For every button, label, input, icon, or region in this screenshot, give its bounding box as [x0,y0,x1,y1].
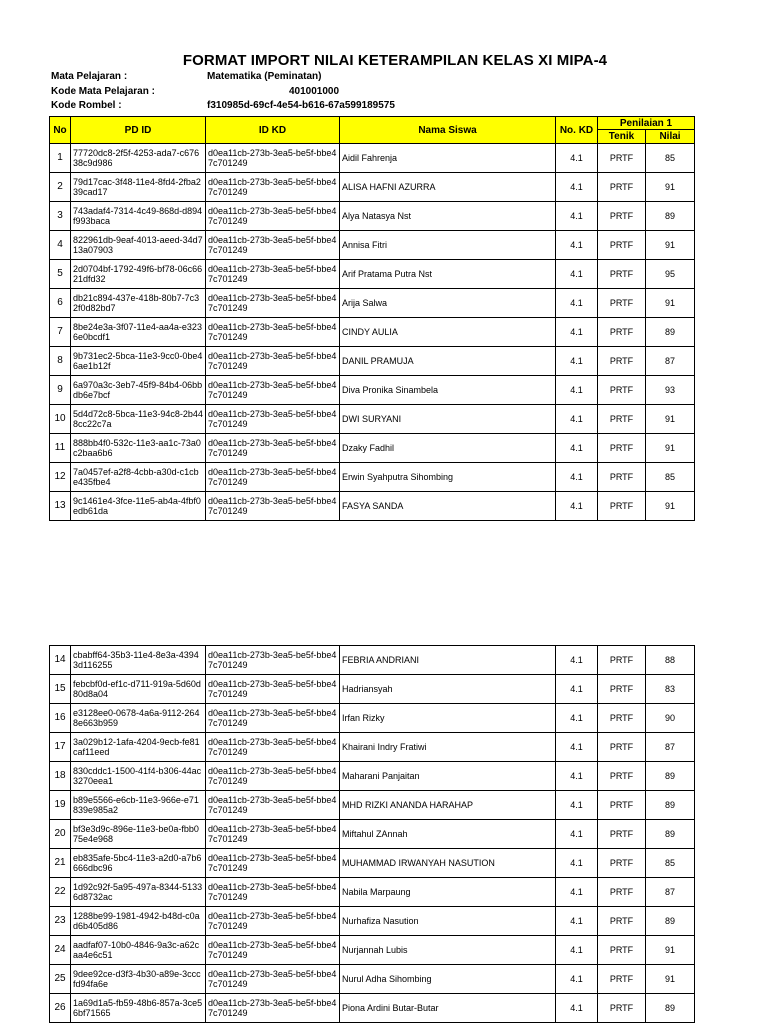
row-id-kd: d0ea11cb-273b-3ea5-be5f-bbe47c701249 [206,144,340,173]
row-id-kd: d0ea11cb-273b-3ea5-be5f-bbe47c701249 [206,646,340,675]
row-nilai: 91 [646,936,695,965]
row-nama-siswa: CINDY AULIA [340,318,556,347]
table-row [50,289,695,318]
row-teknik: PRTF [598,347,646,376]
table-row [50,878,695,907]
row-id-kd: d0ea11cb-273b-3ea5-be5f-bbe47c701249 [206,318,340,347]
row-id-kd: d0ea11cb-273b-3ea5-be5f-bbe47c701249 [206,173,340,202]
row-no-kd: 4.1 [556,762,598,791]
row-id-kd: d0ea11cb-273b-3ea5-be5f-bbe47c701249 [206,202,340,231]
row-no: 17 [50,733,71,762]
row-nama-siswa: Nurhafiza Nasution [340,907,556,936]
row-nilai: 91 [646,173,695,202]
row-nama-siswa: MUHAMMAD IRWANYAH NASUTION [340,849,556,878]
row-id-kd: d0ea11cb-273b-3ea5-be5f-bbe47c701249 [206,791,340,820]
header-no-kd: No. KD [556,117,598,144]
row-no-kd: 4.1 [556,260,598,289]
row-no: 11 [50,434,71,463]
table-row [50,173,695,202]
header-id-kd: ID KD [206,117,340,144]
row-nilai: 89 [646,202,695,231]
row-no-kd: 4.1 [556,289,598,318]
row-id-kd: d0ea11cb-273b-3ea5-be5f-bbe47c701249 [206,289,340,318]
row-no-kd: 4.1 [556,463,598,492]
row-teknik: PRTF [598,675,646,704]
table-row [50,907,695,936]
table-row [50,733,695,762]
row-pd-id: 743adaf4-7314-4c49-868d-d894f993baca [71,202,206,231]
row-pd-id: 830cddc1-1500-41f4-b306-44ac3270eea1 [71,762,206,791]
row-pd-id: cbabff64-35b3-11e4-8e3a-43943d116255 [71,646,206,675]
header-nilai: Nilai [646,130,695,144]
row-nilai: 91 [646,965,695,994]
row-teknik: PRTF [598,907,646,936]
row-teknik: PRTF [598,646,646,675]
row-no: 26 [50,994,71,1023]
row-no: 8 [50,347,71,376]
row-pd-id: 7a0457ef-a2f8-4cbb-a30d-c1cbe435fbe4 [71,463,206,492]
row-nama-siswa: Arija Salwa [340,289,556,318]
row-nilai: 89 [646,820,695,849]
row-teknik: PRTF [598,202,646,231]
row-no: 21 [50,849,71,878]
table-row [50,492,695,521]
row-id-kd: d0ea11cb-273b-3ea5-be5f-bbe47c701249 [206,675,340,704]
row-pd-id: 1a69d1a5-fb59-48b6-857a-3ce56bf71565 [71,994,206,1023]
grades-table-page-2 [49,645,695,1023]
table-row [50,791,695,820]
row-id-kd: d0ea11cb-273b-3ea5-be5f-bbe47c701249 [206,878,340,907]
row-pd-id: 9b731ec2-5bca-11e3-9cc0-0be46ae1b12f [71,347,206,376]
row-no: 6 [50,289,71,318]
row-nilai: 91 [646,231,695,260]
kode-rombel-label: Kode Rombel : [51,100,122,111]
row-no: 12 [50,463,71,492]
row-nama-siswa: Aidil Fahrenja [340,144,556,173]
row-teknik: PRTF [598,994,646,1023]
row-id-kd: d0ea11cb-273b-3ea5-be5f-bbe47c701249 [206,965,340,994]
row-teknik: PRTF [598,733,646,762]
row-id-kd: d0ea11cb-273b-3ea5-be5f-bbe47c701249 [206,376,340,405]
row-pd-id: 9dee92ce-d3f3-4b30-a89e-3cccfd94fa6e [71,965,206,994]
row-teknik: PRTF [598,463,646,492]
row-nama-siswa: FASYA SANDA [340,492,556,521]
row-id-kd: d0ea11cb-273b-3ea5-be5f-bbe47c701249 [206,463,340,492]
row-nilai: 87 [646,347,695,376]
row-teknik: PRTF [598,434,646,463]
row-pd-id: 3a029b12-1afa-4204-9ecb-fe81caf11eed [71,733,206,762]
row-nilai: 90 [646,704,695,733]
row-nama-siswa: Arif Pratama Putra Nst [340,260,556,289]
row-nama-siswa: Maharani Panjaitan [340,762,556,791]
row-nilai: 85 [646,463,695,492]
kode-mapel-value: 401001000 [289,86,340,97]
row-no-kd: 4.1 [556,675,598,704]
row-no: 15 [50,675,71,704]
row-nilai: 87 [646,878,695,907]
row-pd-id: 77720dc8-2f5f-4253-ada7-c67638c9d986 [71,144,206,173]
row-no-kd: 4.1 [556,849,598,878]
row-nama-siswa: Khairani Indry Fratiwi [340,733,556,762]
row-no-kd: 4.1 [556,994,598,1023]
table-row [50,434,695,463]
row-nilai: 91 [646,405,695,434]
row-nama-siswa: Irfan Rizky [340,704,556,733]
row-no: 23 [50,907,71,936]
row-no-kd: 4.1 [556,936,598,965]
row-id-kd: d0ea11cb-273b-3ea5-be5f-bbe47c701249 [206,733,340,762]
page-title: FORMAT IMPORT NILAI KETERAMPILAN KELAS XI MIPA-4 [182,52,608,69]
row-nama-siswa: MHD RIZKI ANANDA HARAHAP [340,791,556,820]
row-no: 1 [50,144,71,173]
row-nama-siswa: Hadriansyah [340,675,556,704]
row-nilai: 85 [646,144,695,173]
row-no: 9 [50,376,71,405]
row-no-kd: 4.1 [556,791,598,820]
row-nilai: 89 [646,762,695,791]
mapel-value: Matematika (Peminatan) [207,71,322,82]
row-teknik: PRTF [598,405,646,434]
row-nama-siswa: Nabila Marpaung [340,878,556,907]
table-row [50,762,695,791]
row-no-kd: 4.1 [556,907,598,936]
row-no-kd: 4.1 [556,144,598,173]
row-nilai: 89 [646,994,695,1023]
row-nama-siswa: ALISA HAFNI AZURRA [340,173,556,202]
mapel-label: Mata Pelajaran : [51,71,128,82]
row-teknik: PRTF [598,936,646,965]
row-nama-siswa: Nurul Adha Sihombing [340,965,556,994]
row-no: 14 [50,646,71,675]
row-no: 24 [50,936,71,965]
row-teknik: PRTF [598,849,646,878]
table-row [50,704,695,733]
row-teknik: PRTF [598,173,646,202]
row-no: 20 [50,820,71,849]
table-row [50,646,695,675]
row-teknik: PRTF [598,231,646,260]
row-no: 25 [50,965,71,994]
header-penilaian: Penilaian 1 [598,117,695,130]
table-row [50,144,695,173]
row-no-kd: 4.1 [556,965,598,994]
row-nilai: 91 [646,434,695,463]
row-nama-siswa: DWI SURYANI [340,405,556,434]
table-row [50,936,695,965]
row-nilai: 87 [646,733,695,762]
row-nama-siswa: Erwin Syahputra Sihombing [340,463,556,492]
row-no-kd: 4.1 [556,318,598,347]
row-nilai: 91 [646,289,695,318]
row-no: 18 [50,762,71,791]
row-nilai: 89 [646,318,695,347]
table-row [50,376,695,405]
row-nama-siswa: DANIL PRAMUJA [340,347,556,376]
table-row [50,260,695,289]
table-row [50,675,695,704]
row-pd-id: 5d4d72c8-5bca-11e3-94c8-2b448cc22c7a [71,405,206,434]
row-no-kd: 4.1 [556,646,598,675]
row-pd-id: bf3e3d9c-896e-11e3-be0a-fbb075e4e968 [71,820,206,849]
row-pd-id: 888bb4f0-532c-11e3-aa1c-73a0c2baa6b6 [71,434,206,463]
row-pd-id: 79d17cac-3f48-11e4-8fd4-2fba239cad17 [71,173,206,202]
row-id-kd: d0ea11cb-273b-3ea5-be5f-bbe47c701249 [206,849,340,878]
row-teknik: PRTF [598,376,646,405]
row-no-kd: 4.1 [556,173,598,202]
row-teknik: PRTF [598,318,646,347]
row-nilai: 83 [646,675,695,704]
row-pd-id: 8be24e3a-3f07-11e4-aa4a-e3236e0bcdf1 [71,318,206,347]
kode-mapel-label: Kode Mata Pelajaran : [51,86,155,97]
row-pd-id: e3128ee0-0678-4a6a-9112-2648e663b959 [71,704,206,733]
table-row [50,347,695,376]
row-no: 22 [50,878,71,907]
row-nilai: 95 [646,260,695,289]
row-teknik: PRTF [598,878,646,907]
row-teknik: PRTF [598,791,646,820]
row-no-kd: 4.1 [556,733,598,762]
row-id-kd: d0ea11cb-273b-3ea5-be5f-bbe47c701249 [206,260,340,289]
table-row [50,820,695,849]
row-no: 10 [50,405,71,434]
row-id-kd: d0ea11cb-273b-3ea5-be5f-bbe47c701249 [206,820,340,849]
row-teknik: PRTF [598,820,646,849]
row-nama-siswa: Dzaky Fadhil [340,434,556,463]
header-nama-siswa: Nama Siswa [340,117,556,144]
row-pd-id: aadfaf07-10b0-4846-9a3c-a62caa4e6c51 [71,936,206,965]
row-id-kd: d0ea11cb-273b-3ea5-be5f-bbe47c701249 [206,762,340,791]
row-id-kd: d0ea11cb-273b-3ea5-be5f-bbe47c701249 [206,907,340,936]
row-no-kd: 4.1 [556,376,598,405]
table-row [50,463,695,492]
row-pd-id: eb835afe-5bc4-11e3-a2d0-a7b6666dbc96 [71,849,206,878]
row-nama-siswa: Miftahul ZAnnah [340,820,556,849]
row-pd-id: db21c894-437e-418b-80b7-7c32f0d82bd7 [71,289,206,318]
row-id-kd: d0ea11cb-273b-3ea5-be5f-bbe47c701249 [206,434,340,463]
row-nilai: 93 [646,376,695,405]
table-row [50,849,695,878]
row-nama-siswa: Piona Ardini Butar-Butar [340,994,556,1023]
row-no: 5 [50,260,71,289]
table-row [50,231,695,260]
row-id-kd: d0ea11cb-273b-3ea5-be5f-bbe47c701249 [206,347,340,376]
row-no-kd: 4.1 [556,820,598,849]
row-id-kd: d0ea11cb-273b-3ea5-be5f-bbe47c701249 [206,994,340,1023]
row-pd-id: febcbf0d-ef1c-d711-919a-5d60d80d8a04 [71,675,206,704]
row-teknik: PRTF [598,965,646,994]
row-nama-siswa: Diva Pronika Sinambela [340,376,556,405]
row-nama-siswa: Alya Natasya Nst [340,202,556,231]
row-nama-siswa: Nurjannah Lubis [340,936,556,965]
row-nama-siswa: Annisa Fitri [340,231,556,260]
row-teknik: PRTF [598,762,646,791]
table-row [50,405,695,434]
table-row [50,318,695,347]
row-teknik: PRTF [598,289,646,318]
row-pd-id: b89e5566-e6cb-11e3-966e-e71839e985a2 [71,791,206,820]
row-pd-id: 9c1461e4-3fce-11e5-ab4a-4fbf0edb61da [71,492,206,521]
header-teknik: Tenik [598,130,646,144]
row-id-kd: d0ea11cb-273b-3ea5-be5f-bbe47c701249 [206,704,340,733]
row-no: 7 [50,318,71,347]
row-no-kd: 4.1 [556,704,598,733]
row-id-kd: d0ea11cb-273b-3ea5-be5f-bbe47c701249 [206,492,340,521]
row-pd-id: 2d0704bf-1792-49f6-bf78-06c6621dfd32 [71,260,206,289]
row-no-kd: 4.1 [556,434,598,463]
row-no-kd: 4.1 [556,202,598,231]
row-no: 4 [50,231,71,260]
row-teknik: PRTF [598,144,646,173]
row-no-kd: 4.1 [556,231,598,260]
header-no: No [50,117,71,144]
row-teknik: PRTF [598,704,646,733]
row-no: 16 [50,704,71,733]
row-teknik: PRTF [598,492,646,521]
grades-table-page-1 [49,116,695,521]
row-nilai: 89 [646,791,695,820]
kode-rombel-value: f310985d-69cf-4e54-b616-67a599189575 [207,100,395,111]
row-no-kd: 4.1 [556,405,598,434]
row-id-kd: d0ea11cb-273b-3ea5-be5f-bbe47c701249 [206,231,340,260]
row-no-kd: 4.1 [556,347,598,376]
table-row [50,994,695,1023]
row-no: 13 [50,492,71,521]
header-pd-id: PD ID [71,117,206,144]
row-no-kd: 4.1 [556,878,598,907]
row-no-kd: 4.1 [556,492,598,521]
row-pd-id: 6a970a3c-3eb7-45f9-84b4-06bbdb6e7bcf [71,376,206,405]
row-nama-siswa: FEBRIA ANDRIANI [340,646,556,675]
row-pd-id: 822961db-9eaf-4013-aeed-34d713a07903 [71,231,206,260]
row-nilai: 88 [646,646,695,675]
row-nilai: 91 [646,492,695,521]
row-no: 19 [50,791,71,820]
row-teknik: PRTF [598,260,646,289]
row-id-kd: d0ea11cb-273b-3ea5-be5f-bbe47c701249 [206,405,340,434]
row-id-kd: d0ea11cb-273b-3ea5-be5f-bbe47c701249 [206,936,340,965]
row-pd-id: 1288be99-1981-4942-b48d-c0ad6b405d86 [71,907,206,936]
row-no: 3 [50,202,71,231]
row-no: 2 [50,173,71,202]
row-nilai: 89 [646,907,695,936]
table-row [50,965,695,994]
row-pd-id: 1d92c92f-5a95-497a-8344-51336d8732ac [71,878,206,907]
row-nilai: 85 [646,849,695,878]
table-row [50,202,695,231]
